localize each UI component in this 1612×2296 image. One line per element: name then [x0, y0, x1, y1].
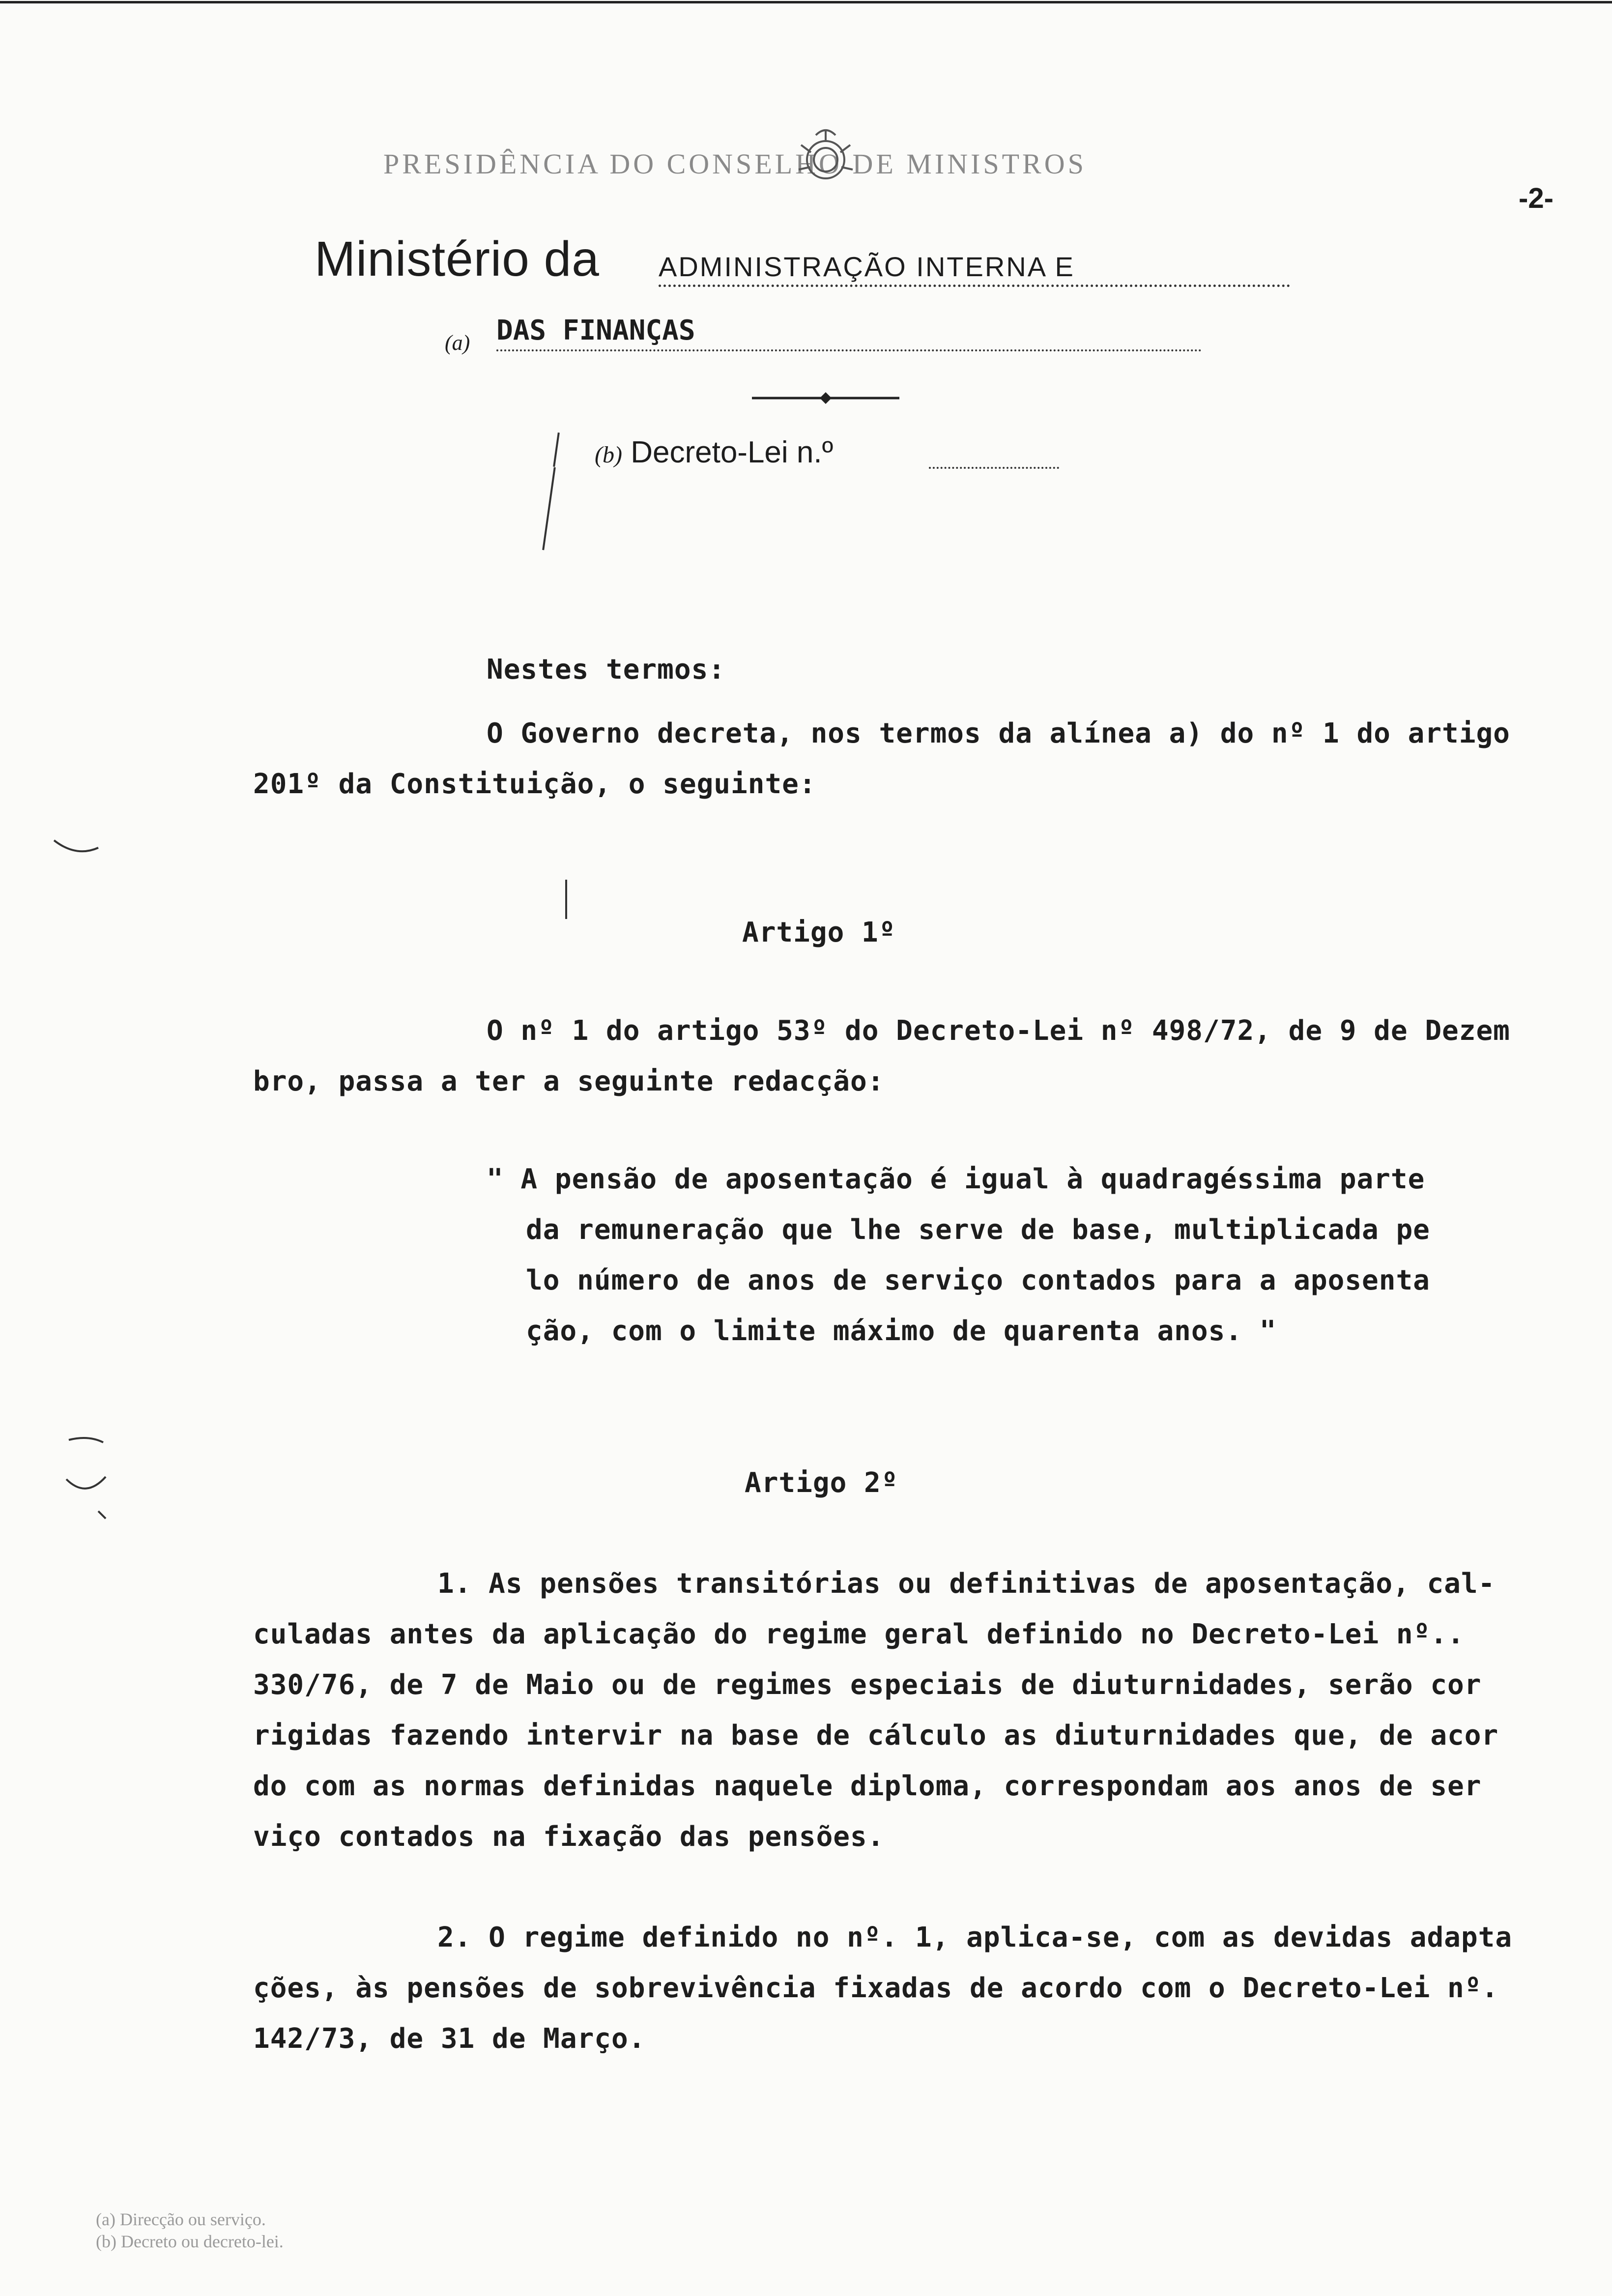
paragraph-1-line: 330/76, de 7 de Maio ou de regimes especiais de diuturnidades, serão cor: [253, 1669, 1482, 1701]
paragraph-1-line: do com as normas definidas naquele diploma, correspondam aos anos de ser: [253, 1770, 1482, 1802]
paragraph-2-line: 142/73, de 31 de Março.: [253, 2023, 646, 2055]
ministry-name-line2: DAS FINANÇAS: [496, 315, 1202, 351]
quote-line: ção, com o limite máximo de quarenta anos. ": [526, 1315, 1277, 1347]
paragraph-1-line: culadas antes da aplicação do regime geral definido no Decreto-Lei nº..: [253, 1618, 1465, 1650]
margin-pen-mark: [553, 432, 560, 467]
decree-number-field: [929, 467, 1059, 469]
decree-paragraph-line: 201º da Constituição, o seguinte:: [253, 768, 816, 800]
paragraph-2-line: ções, às pensões de sobrevivência fixadas de acordo com o Decreto-Lei nº.: [253, 1972, 1499, 2004]
ministry-name-line1: ADMINISTRAÇÃO INTERNA E: [659, 251, 1290, 287]
divider-ornament: [752, 388, 899, 408]
article-1-line: O nº 1 do artigo 53º do Decreto-Lei nº 498/72, de 9 de Dezem: [487, 1015, 1510, 1047]
paragraph-1-line: rigidas fazendo intervir na base de cálculo as diuturnidades que, de acor: [253, 1720, 1499, 1751]
paragraph-1-line: viço contados na fixação das pensões.: [253, 1821, 885, 1853]
margin-pen-mark: [542, 467, 556, 550]
paragraph-1-line: 1. As pensões transitórias ou definitivas de aposentação, cal-: [437, 1568, 1496, 1600]
decree-label-text: Decreto-Lei n.º: [631, 435, 834, 469]
article-2-title: Artigo 2º: [745, 1467, 898, 1499]
coat-of-arms-emblem: [781, 125, 870, 189]
punch-hole-mark: [59, 1425, 118, 1523]
punch-hole-mark: [49, 835, 108, 865]
ministry-prefix: Ministério da: [315, 231, 600, 287]
footnote-marker-b: (b): [595, 442, 622, 468]
decree-label: [595, 435, 833, 470]
footnote-b: (b) Decreto ou decreto-lei.: [96, 2232, 284, 2251]
paragraph-2-line: 2. O regime definido no nº. 1, aplica-se, com as devidas adapta: [437, 1922, 1513, 1953]
quote-line: da remuneração que lhe serve de base, multiplicada pe: [526, 1214, 1430, 1246]
intro-text: Nestes termos:: [487, 654, 726, 686]
quote-line: " A pensão de aposentação é igual à quadragéssima parte: [487, 1163, 1425, 1195]
top-border-line: [0, 1, 1612, 3]
article-1-title: Artigo 1º: [742, 917, 896, 948]
page-number: -2-: [1519, 182, 1554, 214]
footnote-marker-a: (a): [445, 331, 470, 355]
presidency-header: PRESIDÊNCIA DO CONSELHO DE MINISTROS: [383, 148, 1087, 180]
margin-pen-mark: [565, 880, 567, 919]
decree-paragraph-line: O Governo decreta, nos termos da alínea a) do nº 1 do artigo: [487, 718, 1510, 749]
article-1-line: bro, passa a ter a seguinte redacção:: [253, 1065, 885, 1097]
footnote-a: (a) Direcção ou serviço.: [96, 2210, 266, 2229]
quote-line: lo número de anos de serviço contados para a aposenta: [526, 1264, 1430, 1296]
